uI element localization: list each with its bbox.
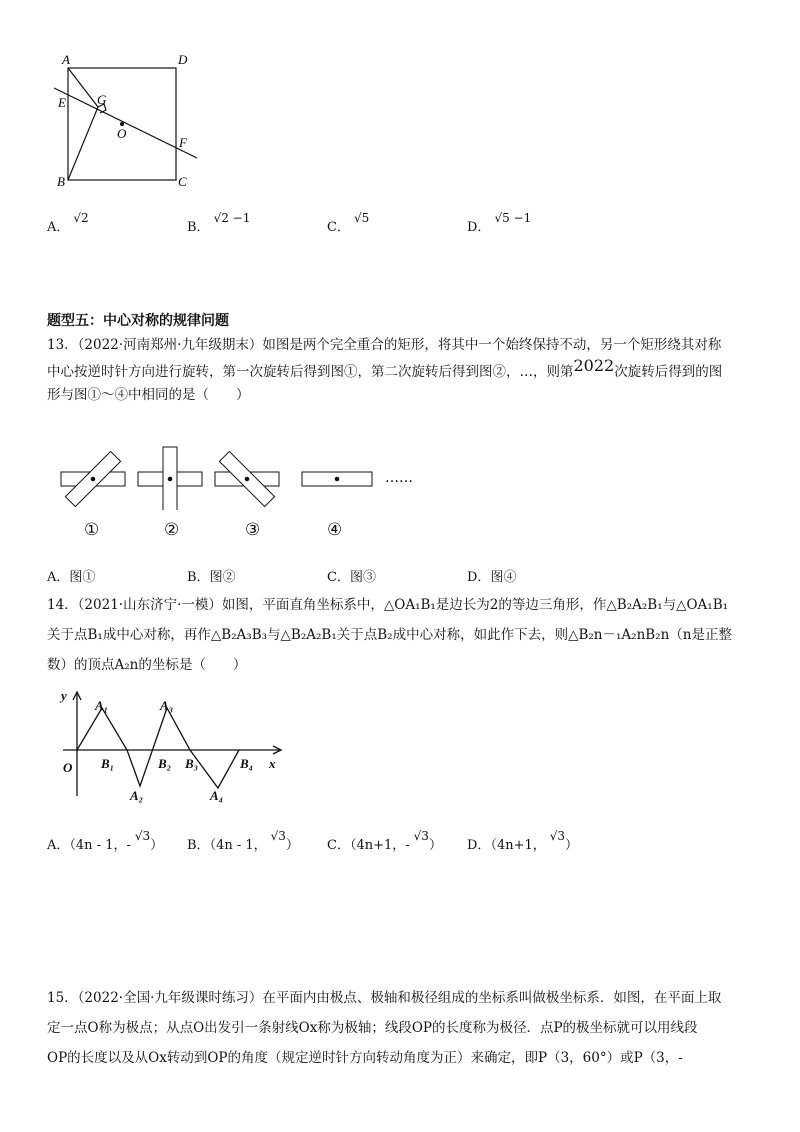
- q13-option-c[interactable]: C．图③: [327, 570, 376, 585]
- label-x: x: [269, 756, 276, 771]
- label-c: C: [178, 174, 187, 189]
- label-a3: A₃: [160, 698, 174, 713]
- figure-4: [302, 472, 372, 486]
- zigzag-path: [77, 708, 239, 788]
- label-e: E: [58, 95, 66, 110]
- figure-ellipsis: ……: [385, 470, 413, 486]
- figure-label-4: ④: [327, 520, 343, 540]
- label-d: D: [178, 52, 188, 67]
- label-b3: B₃: [185, 756, 199, 771]
- q13-option-d[interactable]: D．图④: [467, 570, 517, 585]
- label-a: A: [62, 52, 70, 67]
- label-b: B: [57, 174, 65, 189]
- label-a2: A₂: [130, 788, 144, 803]
- q12-option-d[interactable]: D．√5 −1: [467, 211, 532, 235]
- q13-option-b[interactable]: B．图②: [187, 570, 236, 585]
- figure-label-2: ②: [164, 520, 180, 540]
- figure-label-3: ③: [245, 520, 261, 540]
- square-figure: [40, 50, 210, 200]
- figure-3: [215, 451, 279, 506]
- q14-option-b[interactable]: B．（4n - 1，√3）: [187, 829, 299, 853]
- label-origin: O: [63, 760, 73, 775]
- rotation-figures: [55, 440, 425, 510]
- q14-line2: 关于点B₁成中心对称，再作△B₂A₃B₃与△B₂A₂B₁关于点B₂成中心对称，如此作下去，则△B₂n－₁A₂nB₂n（n是正整: [47, 627, 732, 643]
- label-b2: B₂: [158, 756, 172, 771]
- figure-label-1: ①: [84, 520, 100, 540]
- q12-option-b[interactable]: B．√2 −1: [187, 211, 251, 235]
- figure-2: [138, 447, 202, 510]
- section-heading: 题型五：中心对称的规律问题: [47, 313, 229, 329]
- q14-option-d[interactable]: D．（4n+1，√3）: [467, 829, 579, 853]
- segment-ag: [68, 68, 98, 107]
- label-o: O: [117, 126, 127, 141]
- label-y: y: [61, 688, 67, 703]
- q12-option-c[interactable]: C．√5: [327, 211, 370, 235]
- q13-line1: 13．（2022·河南郑州·九年级期末）如图是两个完全重合的矩形，将其中一个始终保持不动，另一个矩形绕其对称: [47, 337, 722, 353]
- q13-line3: 形与图①～④中相同的是（ ）: [47, 387, 250, 403]
- q14-option-a[interactable]: A．（4n - 1，-√3）: [47, 829, 164, 853]
- label-g: G: [97, 92, 107, 107]
- q14-option-c[interactable]: C．（4n+1，-√3）: [327, 829, 442, 853]
- q15-line3: OP的长度以及从Ox转动到OP的角度（规定逆时针方向转动角度为正）来确定，即P（3，60°）或P（3，-: [47, 1050, 683, 1066]
- q14-line3: 数）的顶点A₂n的坐标是（ ）: [47, 657, 247, 673]
- q12-option-a[interactable]: A．√2: [47, 211, 89, 235]
- q15-line2: 定一点O称为极点；从点O出发引一条射线Ox称为极轴；线段OP的长度称为极径．点P的极坐标就可以用线段: [47, 1020, 698, 1036]
- label-a1: A₁: [95, 698, 109, 713]
- q13-option-a[interactable]: A．图①: [47, 570, 96, 585]
- label-b1: B₁: [101, 756, 115, 771]
- label-b4: B₄: [240, 756, 254, 771]
- figure-1: [61, 451, 125, 506]
- segment-bg: [68, 107, 98, 180]
- q14-line1: 14．（2021·山东济宁·一模）如图，平面直角坐标系中，△OA₁B₁是边长为2的等边三角形，作△B₂A₂B₁与△OA₁B₁: [47, 597, 729, 613]
- q15-line1: 15．（2022·全国·九年级课时练习）在平面内由极点、极轴和极径组成的坐标系叫做极坐标系．如图，在平面上取: [47, 990, 722, 1006]
- label-f: F: [179, 135, 187, 150]
- zigzag-graph: [55, 688, 295, 803]
- q13-line2: 中心按逆时针方向进行旋转，第一次旋转后得到图①，第二次旋转后得到图②，…，则第2022次旋转后得到的图: [47, 356, 723, 380]
- label-a4: A₄: [210, 788, 224, 803]
